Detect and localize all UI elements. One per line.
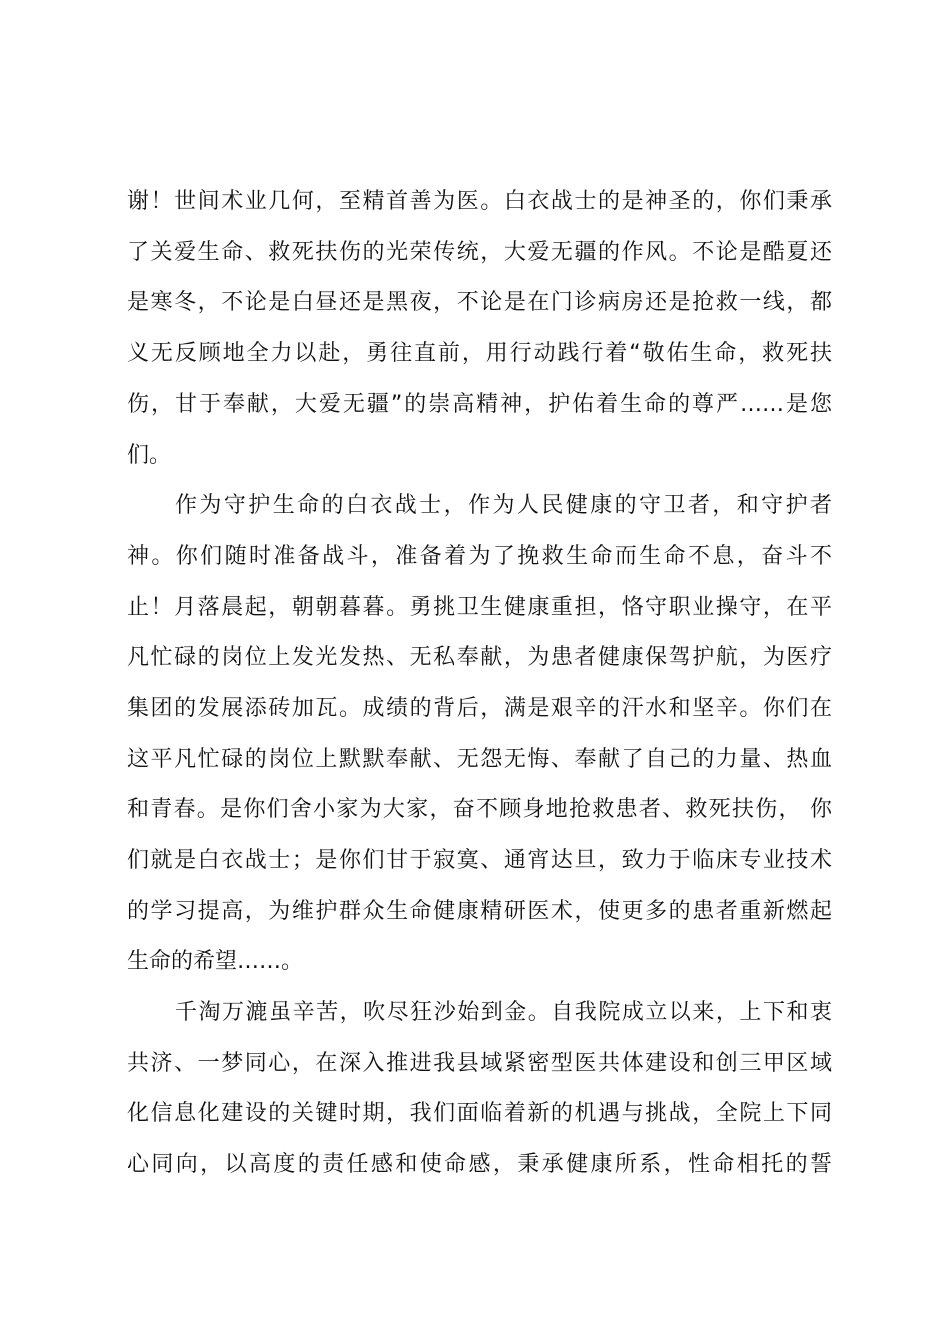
text-line: 心同向，以高度的责任感和使命感，秉承健康所系，性命相托的誓	[127, 1152, 832, 1177]
text-line: 是寒冬，不论是白昼还是黑夜，不论是在门诊病房还是抢救一线，都	[127, 290, 832, 315]
text-line: 止！月落晨起，朝朝暮暮。勇挑卫生健康重担，恪守职业操守，在平	[127, 595, 832, 620]
text-line: 生命的希望……。	[127, 949, 304, 974]
text-line: 这平凡忙碌的岗位上默默奉献、无怨无悔、奉献了自己的力量、热血	[127, 747, 832, 772]
text-line: 和青春。是你们舍小家为大家，奋不顾身地抢救患者、救死扶伤， 你	[127, 797, 832, 822]
text-line: 集团的发展添砖加瓦。成绩的背后，满是艰辛的汗水和坚辛。你们在	[127, 696, 832, 721]
text-line: 凡忙碌的岗位上发光发热、无私奉献，为患者健康保驾护航，为医疗	[127, 645, 832, 670]
text-line: 伤，甘于奉献，大爱无疆”的崇高精神，护佑着生命的尊严……是您	[127, 392, 832, 417]
text-line: 化信息化建设的关键时期，我们面临着新的机遇与挑战，全院上下同	[127, 1101, 832, 1126]
text-line: 的学习提高，为维护群众生命健康精研医术，使更多的患者重新燃起	[127, 899, 832, 924]
text-line: 义无反顾地全力以赴，勇往直前，用行动践行着“敬佑生命，救死扶	[127, 341, 832, 366]
text-line: 作为守护生命的白衣战士，作为人民健康的守卫者，和守护者	[175, 493, 832, 518]
text-line: 们。	[127, 443, 172, 468]
text-line: 千淘万漉虽辛苦，吹尽狂沙始到金。自我院成立以来，上下和衷	[175, 1000, 832, 1025]
text-line: 们就是白衣战士；是你们甘于寂寞、通宵达旦，致力于临床专业技术	[127, 848, 832, 873]
text-line: 共济、一梦同心，在深入推进我县域紧密型医共体建设和创三甲区域	[127, 1051, 832, 1076]
text-line: 神。你们随时准备战斗，准备着为了挽救生命而生命不息，奋斗不	[127, 544, 832, 569]
text-line: 了关爱生命、救死扶伤的光荣传统，大爱无疆的作风。不论是酷夏还	[127, 240, 832, 265]
text-line: 谢！世间术业几何，至精首善为医。白衣战士的是神圣的，你们秉承	[127, 189, 832, 214]
